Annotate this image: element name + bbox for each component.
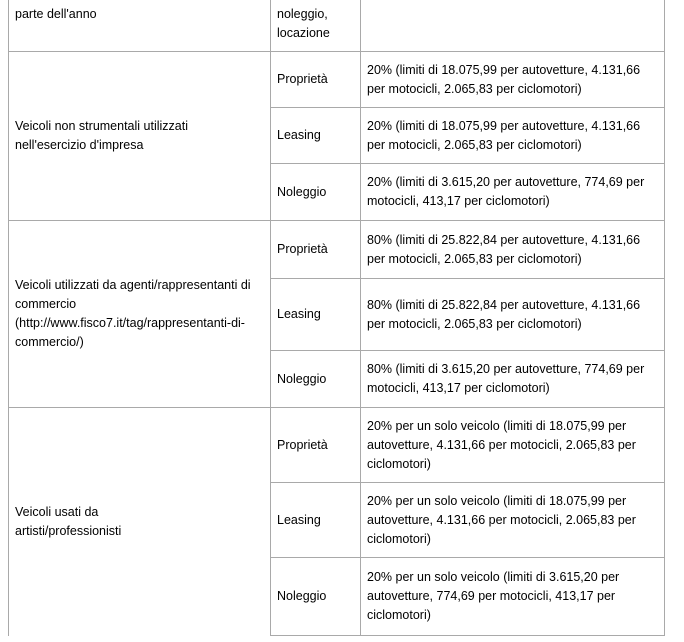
type-label: Proprietà xyxy=(277,437,328,452)
type-cell xyxy=(270,220,360,278)
deduction-label: 80% (limiti di 3.615,20 per autovetture, 774,69 per motocicli, 413,17 per ciclomotori) xyxy=(367,362,645,395)
type-cell xyxy=(270,407,360,482)
category-cell xyxy=(8,0,270,51)
category-cell xyxy=(8,51,270,220)
deduction-label: 20% per un solo veicolo (limiti di 18.075,99 per autovetture, 4.131,66 per motocicli, 2.065,83 per ciclomotori) xyxy=(367,418,636,471)
type-label: Noleggio xyxy=(277,184,327,199)
category-label: Veicoli usati da artisti/professionisti xyxy=(15,505,122,538)
deduction-label: 80% (limiti di 25.822,84 per autovetture, 4.131,66 per motocicli, 2.065,83 per ciclomotori) xyxy=(367,297,641,331)
deduction-label: 20% (limiti di 3.615,20 per autovetture, 774,69 per motocicli, 413,17 per ciclomotori) xyxy=(367,175,645,208)
table-row xyxy=(8,407,665,482)
type-label: Noleggio xyxy=(277,589,327,603)
category-label: parte dell'anno xyxy=(15,7,97,21)
deduction-cell xyxy=(360,0,665,51)
deduction-label: 80% (limiti di 25.822,84 per autovetture, 4.131,66 per motocicli, 2.065,83 per ciclomotori) xyxy=(367,232,641,266)
table-row xyxy=(8,220,665,278)
type-cell xyxy=(270,163,360,220)
deduction-cell xyxy=(360,107,665,163)
deduction-cell xyxy=(360,407,665,482)
deduction-label: 20% per un solo veicolo (limiti di 3.615,20 per autovetture, 774,69 per motocicli, 413,17 per ciclomotori) xyxy=(367,570,620,622)
type-cell xyxy=(270,0,360,51)
type-cell xyxy=(270,107,360,163)
type-cell xyxy=(270,482,360,557)
type-label: Leasing xyxy=(277,512,321,527)
deduction-cell xyxy=(360,220,665,278)
type-label: noleggio, locazione xyxy=(277,7,330,40)
deduction-cell xyxy=(360,557,665,636)
type-label: Leasing xyxy=(277,307,321,321)
type-label: Leasing xyxy=(277,128,321,142)
vehicle-deduction-table xyxy=(8,0,665,636)
category-label: Veicoli utilizzati da agenti/rappresentanti di commercio (http://www.fisco7.it/tag/rappresentanti-di-commercio/) xyxy=(15,278,251,349)
deduction-cell xyxy=(360,163,665,220)
type-cell xyxy=(270,51,360,107)
deduction-cell xyxy=(360,482,665,557)
table-row xyxy=(8,51,665,107)
deduction-cell xyxy=(360,350,665,407)
type-label: Noleggio xyxy=(277,371,327,386)
category-label: Veicoli non strumentali utilizzati nell'esercizio d'impresa xyxy=(15,119,188,152)
table-row xyxy=(8,0,665,51)
deduction-label: 20% per un solo veicolo (limiti di 18.075,99 per autovetture, 4.131,66 per motocicli, 2.065,83 per ciclomotori) xyxy=(367,493,636,546)
type-label: Proprietà xyxy=(277,72,328,86)
type-cell xyxy=(270,557,360,636)
type-cell xyxy=(270,350,360,407)
deduction-label: 20% (limiti di 18.075,99 per autovetture, 4.131,66 per motocicli, 2.065,83 per ciclomotori) xyxy=(367,118,641,152)
type-cell xyxy=(270,278,360,350)
deduction-label: 20% (limiti di 18.075,99 per autovetture, 4.131,66 per motocicli, 2.065,83 per ciclomotori) xyxy=(367,62,641,96)
category-cell xyxy=(8,220,270,407)
deduction-cell xyxy=(360,278,665,350)
category-cell xyxy=(8,407,270,636)
deduction-cell xyxy=(360,51,665,107)
type-label: Proprietà xyxy=(277,242,328,256)
